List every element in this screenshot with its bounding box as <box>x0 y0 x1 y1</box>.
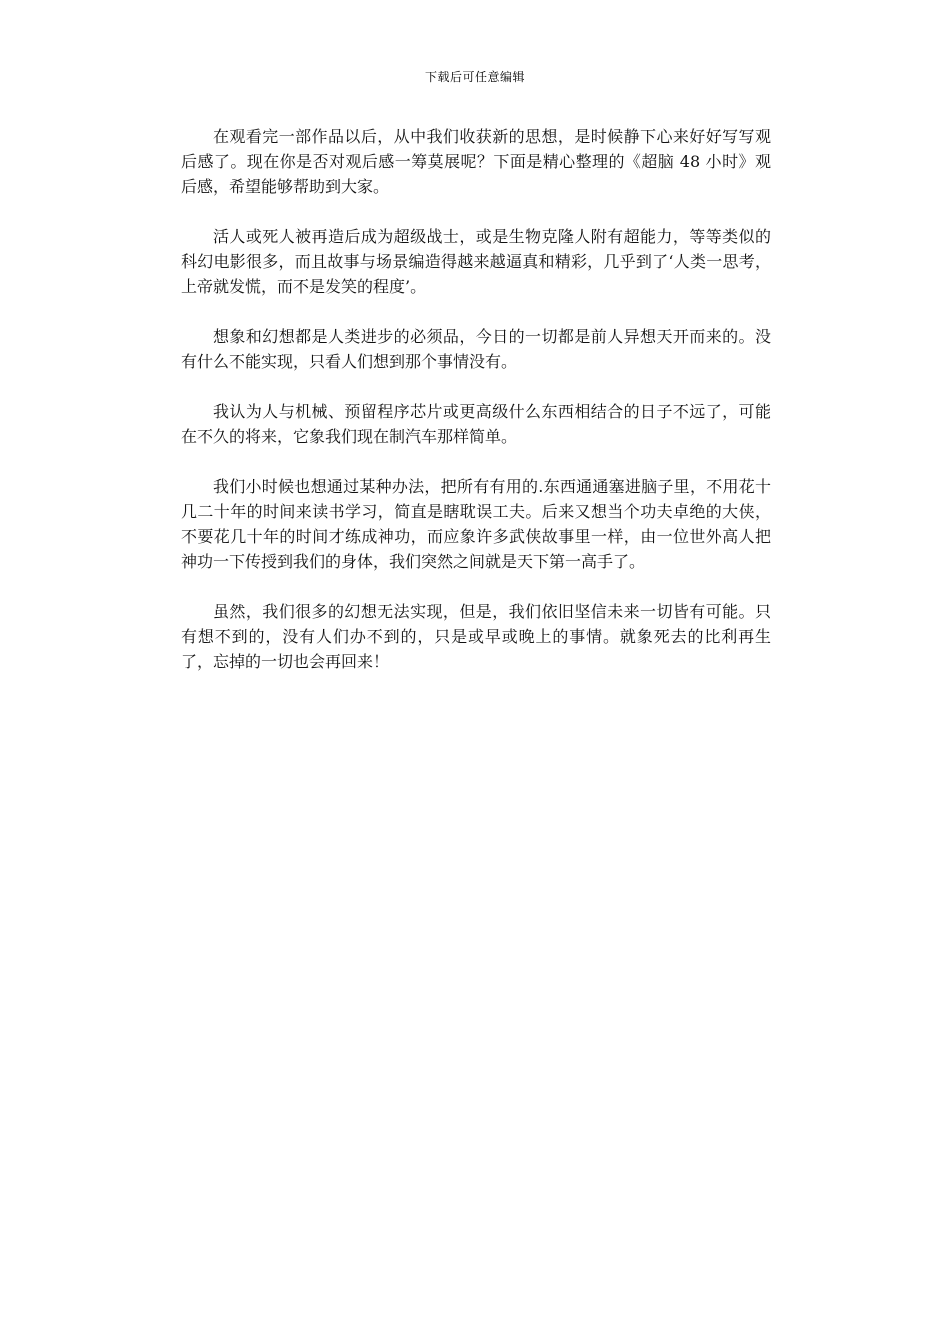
paragraph-childhood: 我们小时候也想通过某种办法，把所有有用的.东西通通塞进脑子里，不用花十几二十年的时间来读书学习，简直是瞎耽误工夫。后来又想当个功夫卓绝的大侠，不要花几十年的时间才练成神功，而应象许多武侠故事里一样，由一位世外高人把神功一下传授到我们的身体，我们突然之间就是天下第一高手了。 <box>181 477 771 571</box>
paragraph-imagination: 想象和幻想都是人类进步的必须品，今日的一切都是前人异想天开而来的。没有什么不能实现，只看人们想到那个事情没有。 <box>181 327 771 371</box>
page-header-note: 下载后可任意编辑 <box>424 70 525 84</box>
paragraph-intro: 在观看完一部作品以后，从中我们收获新的思想，是时候静下心来好好写写观后感了。现在你是否对观后感一筹莫展呢？下面是精心整理的《超脑 48 小时》观后感，希望能够帮助到大家。 <box>181 127 771 196</box>
paragraph-sci-fi: 活人或死人被再造后成为超级战士，或是生物克隆人附有超能力，等等类似的科幻电影很多，而且故事与场景编造得越来越逼真和精彩，几乎到了‘人类一思考，上帝就发慌，而不是发笑的程度’。 <box>181 227 771 296</box>
document-body <box>181 124 771 699</box>
paragraph-conclusion: 虽然，我们很多的幻想无法实现，但是，我们依旧坚信未来一切皆有可能。只有想不到的，没有人们办不到的，只是或早或晚上的事情。就象死去的比利再生了，忘掉的一切也会再回来！ <box>181 602 771 671</box>
paragraph-machines: 我认为人与机械、预留程序芯片或更高级什么东西相结合的日子不远了，可能在不久的将来，它象我们现在制汽车那样简单。 <box>181 402 771 446</box>
